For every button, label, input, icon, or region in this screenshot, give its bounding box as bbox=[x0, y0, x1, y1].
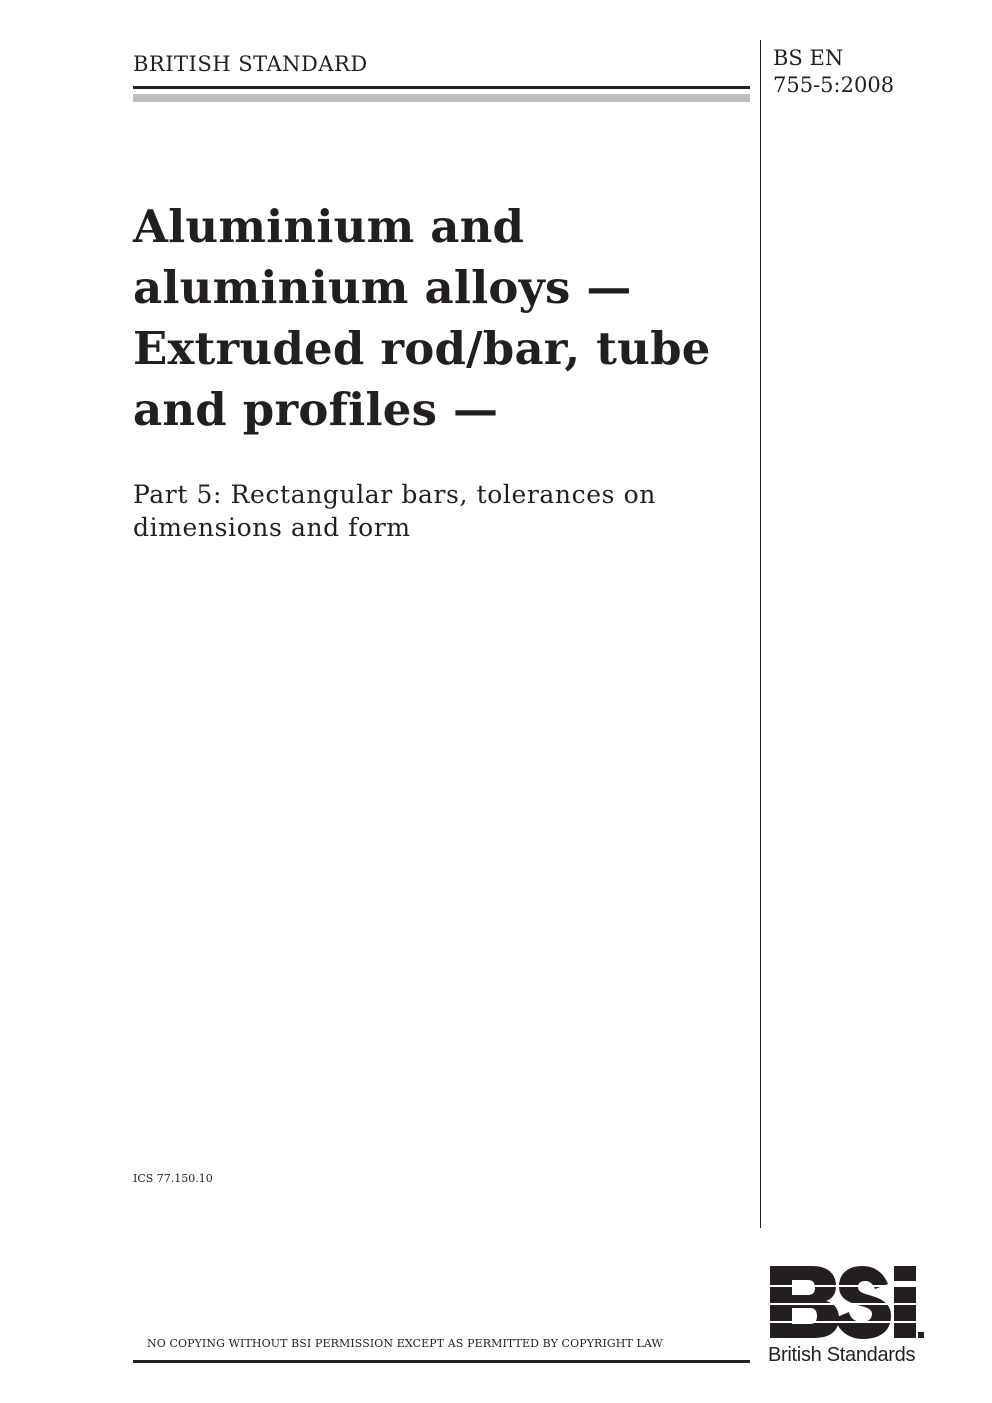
footer-rule bbox=[133, 1360, 750, 1363]
copyright-notice: NO COPYING WITHOUT BSI PERMISSION EXCEPT AS PERMITTED BY COPYRIGHT LAW bbox=[147, 1337, 663, 1350]
document-subtitle bbox=[133, 478, 748, 544]
header-rule-black bbox=[133, 86, 750, 89]
title-line: aluminium alloys — bbox=[133, 261, 632, 314]
title-line: Aluminium and bbox=[133, 200, 525, 253]
title-line: and profiles — bbox=[133, 383, 499, 436]
header-rule-grey bbox=[133, 94, 750, 102]
standard-number-line1: BS EN bbox=[773, 46, 844, 70]
standard-number-line2: 755-5:2008 bbox=[773, 73, 895, 97]
margin-divider bbox=[760, 40, 761, 1228]
standard-number bbox=[773, 45, 983, 99]
subtitle-line: Part 5: Rectangular bars, tolerances on bbox=[133, 480, 656, 509]
document-title bbox=[133, 196, 748, 440]
title-line: Extruded rod/bar, tube bbox=[133, 322, 711, 375]
subtitle-line: dimensions and form bbox=[133, 513, 411, 542]
ics-code: ICS 77.150.10 bbox=[133, 1172, 213, 1185]
bsi-tagline: British Standards bbox=[768, 1344, 916, 1366]
document-type-label: BRITISH STANDARD bbox=[133, 52, 368, 76]
